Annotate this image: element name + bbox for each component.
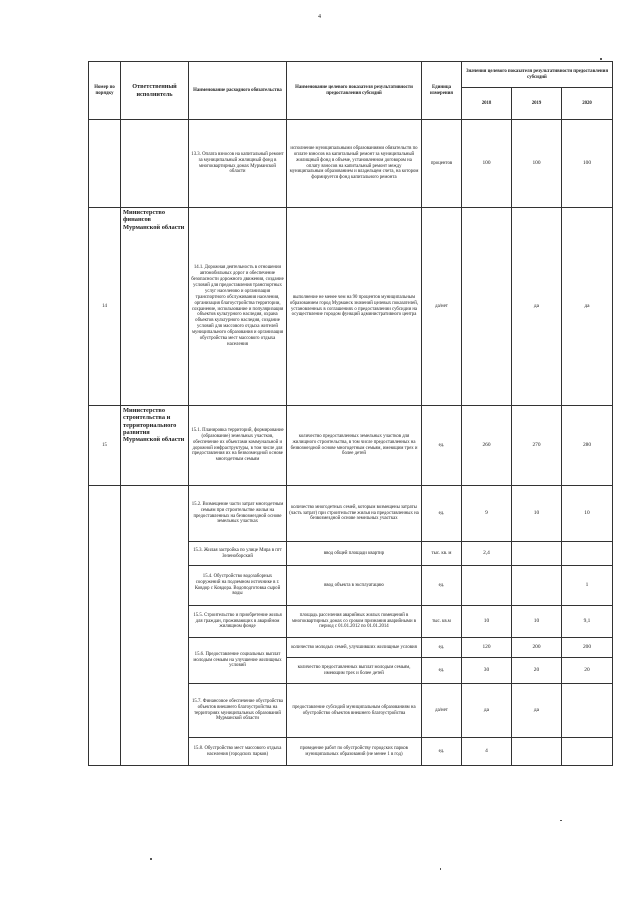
header-obligation: Наименование расходного обязательства [189, 62, 287, 120]
scan-speck [560, 820, 562, 821]
row-indicator: ввод объекта в эксплуатацию [287, 566, 422, 606]
header-year: 2019 [512, 88, 562, 120]
row-value-2020: 100 [562, 120, 613, 208]
row-unit: тыс. кв.м [422, 606, 462, 638]
row-value-2019 [512, 738, 562, 766]
row-value-2019 [512, 566, 562, 606]
row-value-2020: 1 [562, 566, 613, 606]
header-values-group: Значения целевого показателя результативности предоставления субсидий [462, 62, 613, 88]
row-unit: ед. [422, 566, 462, 606]
row-unit: ед. [422, 658, 462, 684]
row-value-2020 [562, 542, 613, 566]
table-row [89, 406, 613, 486]
row-value-2019: 270 [512, 406, 562, 486]
row-indicator: количество многодетных семей, которым возмещены затраты (часть затрат) при строительстве жилья на предоставленных на безвозмездной основе земельных участках [287, 486, 422, 542]
row-value-2018: 9 [462, 486, 512, 542]
row-value-2019: да [512, 208, 562, 406]
row-indicator: количество молодых семей, улучшивших жилищные условия [287, 638, 422, 658]
row-num [89, 120, 121, 208]
row-value-2019: 100 [512, 120, 562, 208]
scan-speck [440, 868, 441, 870]
row-obligation: 15.7. Финансовое обеспечение обустройства объектов внешнего благоустройства на территориях муниципальных образований Мурманской области [189, 684, 287, 738]
table-row [89, 208, 613, 406]
row-value-2019 [512, 542, 562, 566]
header-year: 2018 [462, 88, 512, 120]
row-indicator: количество предоставленных выплат молодым семьям, имеющим трех и более детей [287, 658, 422, 684]
header-indicator: Наименование целевого показателя результативности предоставления субсидий [287, 62, 422, 120]
row-obligation: 14.1. Дорожная деятельность в отношении автомобильных дорог и обеспечение безопасности дорожного движения, создание условий для предоставления транспортных услуг населению и организация транспортного обслуживания населения, организация благоустройства территории, сохранение, использование и популяризация объектов культурного наследия, охрана объектов культурного наследия, создание условий для массового отдыха жителей муниципального образования и организация обустройства мест массового отдыха населения [189, 208, 287, 406]
row-unit: процентов [422, 120, 462, 208]
row-indicator: ввод общей площади квартир [287, 542, 422, 566]
row-obligation: 15.5. Строительство и приобретение жилья для граждан, проживающих в аварийном жилищном фонде [189, 606, 287, 638]
row-indicator: количество предоставленных земельных участков для жилищного строительства, в том числе предоставленных на безвозмездной основе многодетным семьям, имеющим трех и более детей [287, 406, 422, 486]
row-indicator: исполнение муниципальными образованиями обязательств по оплате взносов на капитальный ремонт за муниципальный жилищный фонд в объеме, установленном договором на оплату взносов на капитальный ремонт между муниципальным образованием и владельцем счета, на котором формируется фонд капитального ремонта [287, 120, 422, 208]
header-num: Номер по порядку [89, 62, 121, 120]
row-obligation: 15.4. Обустройство водозаборных сооружений на подземном источнике в г. Ковдор с Ковдора. Водоподготовка сырой воды [189, 566, 287, 606]
row-indicator: предоставление субсидий муниципальным образованиям на обустройство объектов внешнего благоустройства [287, 684, 422, 738]
row-executor: Министерство финансов Мурманской области [121, 208, 189, 406]
row-value-2020: да [562, 208, 613, 406]
row-value-2020: 10 [562, 486, 613, 542]
row-indicator: площадь расселения аварийных жилых помещений в многоквартирных домах со сроком признания аварийными в период с 01.01.2012 по 01.01.2014 [287, 606, 422, 638]
table-row [89, 120, 613, 208]
row-indicator: выполнение не менее чем на 90 процентов муниципальным образованием город Мурманск значений целевых показателей, установленных в соглашениях о предоставлении субсидии на осуществление городом функций административного центра [287, 208, 422, 406]
row-value-2018: 100 [462, 120, 512, 208]
row-obligation: 15.2. Возмещение части затрат многодетным семьям при строительстве жилья на предоставленных на безвозмездной основе земельных участках [189, 486, 287, 542]
row-unit: ед. [422, 406, 462, 486]
row-value-2020: 9,1 [562, 606, 613, 638]
header-unit: Единица измерения [422, 62, 462, 120]
row-obligation: 15.8. Обустройство мест массового отдыха населения (городских парков) [189, 738, 287, 766]
row-value-2018: 260 [462, 406, 512, 486]
row-value-2018 [462, 566, 512, 606]
row-value-2018: 2,4 [462, 542, 512, 566]
row-value-2019: 20 [512, 658, 562, 684]
header-executor: Ответственный исполнитель [121, 62, 189, 120]
row-unit: ед. [422, 638, 462, 658]
row-value-2020 [562, 738, 613, 766]
row-unit: ед. [422, 486, 462, 542]
table-row [89, 486, 613, 542]
row-num: 15 [89, 406, 121, 486]
row-value-2018: 30 [462, 658, 512, 684]
row-unit: тыс. кв. м [422, 542, 462, 566]
indicators-table [88, 61, 613, 766]
row-value-2018: да [462, 684, 512, 738]
row-indicator: проведение работ по обустройству городских парков муниципальных образований (не менее 1 в год) [287, 738, 422, 766]
row-value-2018: 4 [462, 738, 512, 766]
scan-speck [600, 58, 602, 60]
row-value-2020: 200 [562, 638, 613, 658]
row-unit: ед. [422, 738, 462, 766]
row-executor [121, 486, 189, 766]
row-value-2020 [562, 684, 613, 738]
row-obligation: 13.3. Оплата взносов на капитальный ремонт за муниципальный жилищный фонд в многоквартирных домах Мурманской области [189, 120, 287, 208]
row-executor: Министерство строительства и территориального развития Мурманской области [121, 406, 189, 486]
row-value-2020: 280 [562, 406, 613, 486]
row-value-2019: да [512, 684, 562, 738]
row-obligation: 15.3. Жилая застройка по улице Мира в пгт Зеленоборский [189, 542, 287, 566]
page-number: 4 [318, 14, 321, 20]
row-value-2019: 10 [512, 486, 562, 542]
row-value-2019: 10 [512, 606, 562, 638]
header-year: 2020 [562, 88, 613, 120]
row-value-2020: 20 [562, 658, 613, 684]
row-value-2018: 120 [462, 638, 512, 658]
row-unit: да/нет [422, 684, 462, 738]
row-unit: да/нет [422, 208, 462, 406]
row-num: 14 [89, 208, 121, 406]
row-value-2018 [462, 208, 512, 406]
row-obligation: 15.1. Планировка территорий, формирование (образование) земельных участков, обеспечение их объектами коммунальной и дорожной инфраструктуры, в том числе для предоставления их на безвозмездной основе многодетным семьям [189, 406, 287, 486]
scan-speck [150, 858, 152, 860]
row-value-2018: 10 [462, 606, 512, 638]
row-value-2019: 200 [512, 638, 562, 658]
row-num [89, 486, 121, 766]
row-executor [121, 120, 189, 208]
row-obligation: 15.6. Предоставление социальных выплат молодым семьям на улучшение жилищных условий [189, 638, 287, 684]
